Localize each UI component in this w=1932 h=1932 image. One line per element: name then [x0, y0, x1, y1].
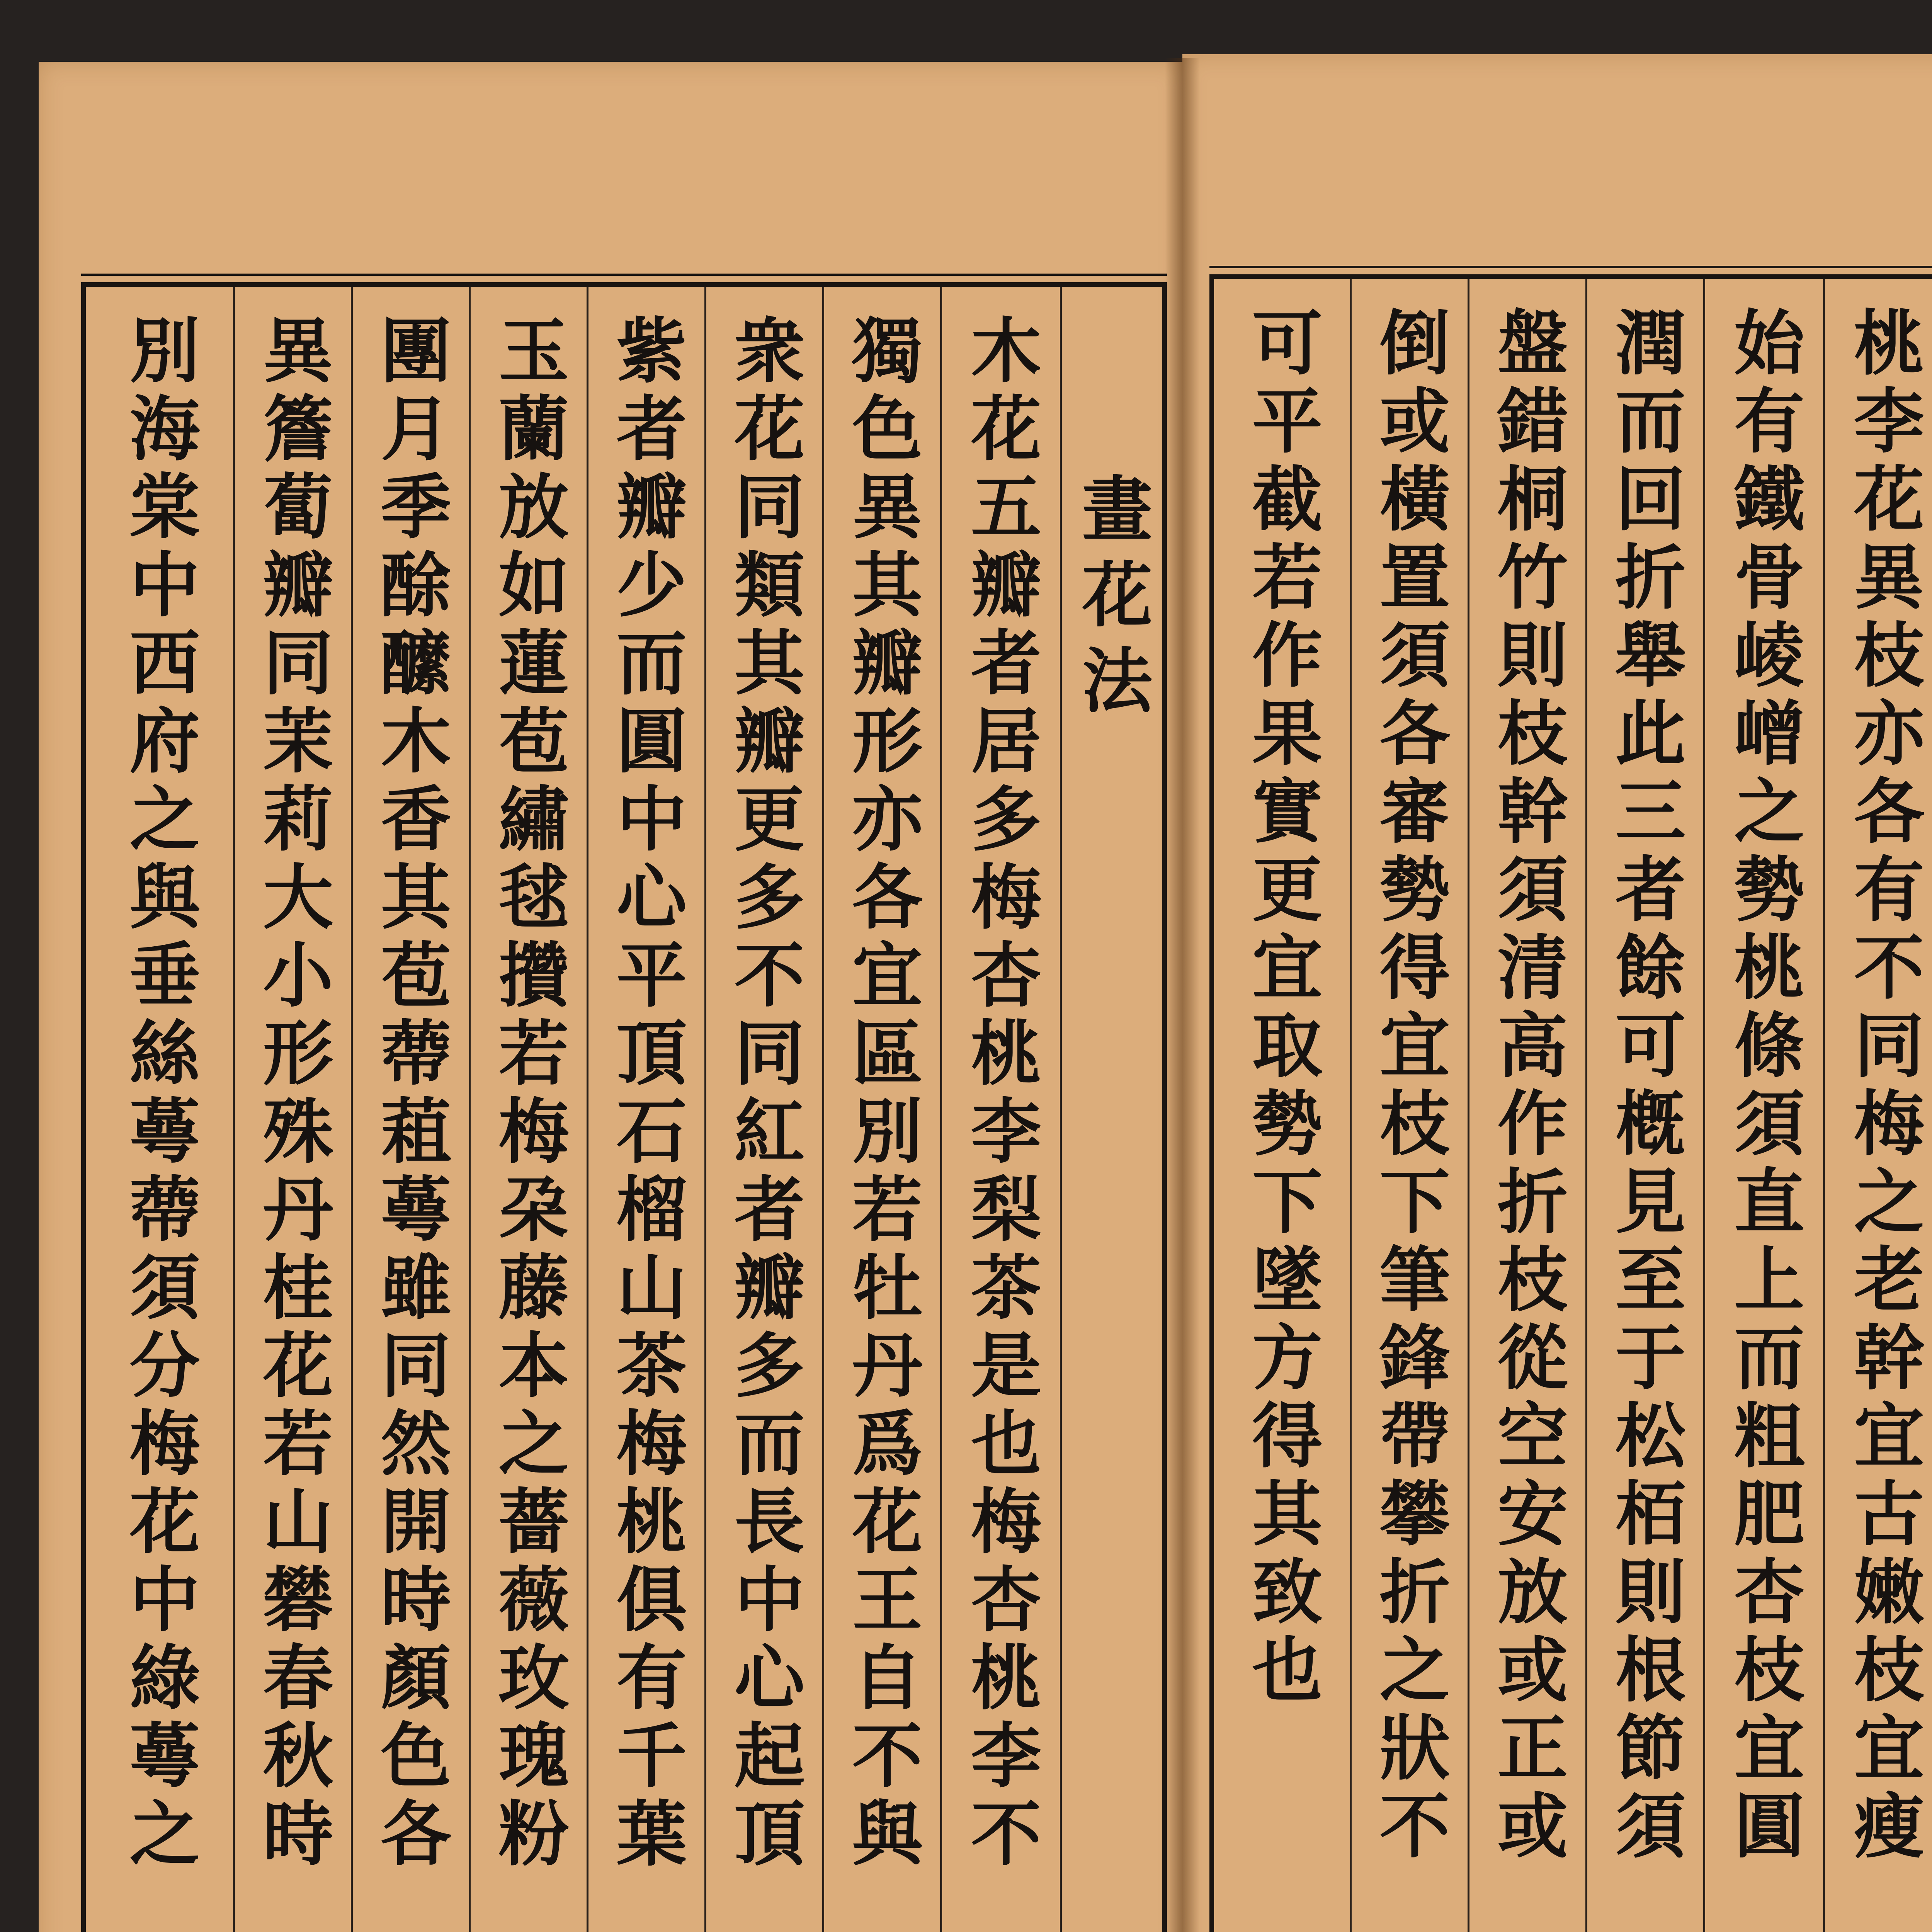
right-text-column [1825, 279, 1932, 1932]
column-rule [1468, 279, 1469, 1932]
book-spine [1165, 58, 1200, 1932]
left-column-text: 紫者瓣少而圓中心平頂石榴山茶梅桃俱有千葉 [605, 314, 688, 1875]
column-rule [469, 287, 471, 1932]
left-text-column [706, 287, 822, 1932]
right-column-text: 盤錯桐竹則枝幹須清高作折枝從空安放或正或 [1486, 306, 1569, 1867]
right-column-text: 始有鐵骨崚嶒之勢桃條須直上而粗肥杏枝宜圓 [1723, 306, 1806, 1867]
column-rule [1703, 279, 1705, 1932]
column-rule [704, 287, 706, 1932]
left-text-column [471, 287, 587, 1932]
right-text-column [1214, 279, 1350, 1932]
column-rule [1823, 279, 1825, 1932]
column-rule [351, 287, 353, 1932]
left-section-title: 畫花法 [1071, 472, 1153, 730]
left-text-frame [81, 282, 1167, 1932]
left-column-text: 別海棠中西府之與垂絲蕚蔕須分梅花中綠蕚之 [118, 314, 201, 1875]
column-rule [1060, 287, 1062, 1932]
frame-double-rule [81, 274, 1167, 276]
left-text-column [824, 287, 940, 1932]
left-column-text: 木花五瓣者居多梅杏桃李梨茶是也梅杏桃李不 [959, 314, 1043, 1875]
column-rule [940, 287, 942, 1932]
column-rule [1585, 279, 1587, 1932]
right-text-column [1469, 279, 1585, 1932]
frame-double-rule [1209, 266, 1932, 268]
right-text-frame [1209, 274, 1932, 1932]
right-text-column [1587, 279, 1703, 1932]
right-column-text: 倒或橫置須各審勢得宜枝下筆鋒帶攀折之狀不 [1368, 306, 1451, 1867]
column-rule [1350, 279, 1352, 1932]
right-column-text: 可平截若作果實更宜取勢下墜方得其致也 [1241, 306, 1323, 1711]
left-column-text: 團月季酴醿木香其苞蔕蒩蕚雖同然開時顏色各 [369, 314, 452, 1875]
left-title-column [1062, 287, 1162, 1932]
right-column-text: 潤而回折舉此三者餘可槪見至于松栢則根節須 [1604, 306, 1687, 1867]
column-rule [587, 287, 588, 1932]
left-column-text: 衆花同類其瓣更多不同紅者瓣多而長中心起頂 [723, 314, 806, 1875]
left-column-text: 獨色異其瓣形亦各宜區別若牡丹爲花王自不與 [841, 314, 923, 1875]
right-column-text: 桃李花異枝亦各有不同梅之老幹宜古嫩枝宜瘦 [1842, 306, 1925, 1867]
left-column-text: 玉蘭放如蓮苞繡毬攢若梅朶藤本之薔薇玫瑰粉 [487, 314, 570, 1875]
left-text-column [86, 287, 233, 1932]
left-text-column [588, 287, 704, 1932]
column-rule [233, 287, 235, 1932]
right-text-column [1352, 279, 1468, 1932]
left-text-column [353, 287, 469, 1932]
right-text-column [1705, 279, 1823, 1932]
left-text-column [235, 287, 351, 1932]
column-rule [822, 287, 824, 1932]
left-column-text: 異簷蔔瓣同茉莉大小形殊丹桂花若山礬春秋時 [252, 314, 334, 1875]
left-text-column [942, 287, 1060, 1932]
